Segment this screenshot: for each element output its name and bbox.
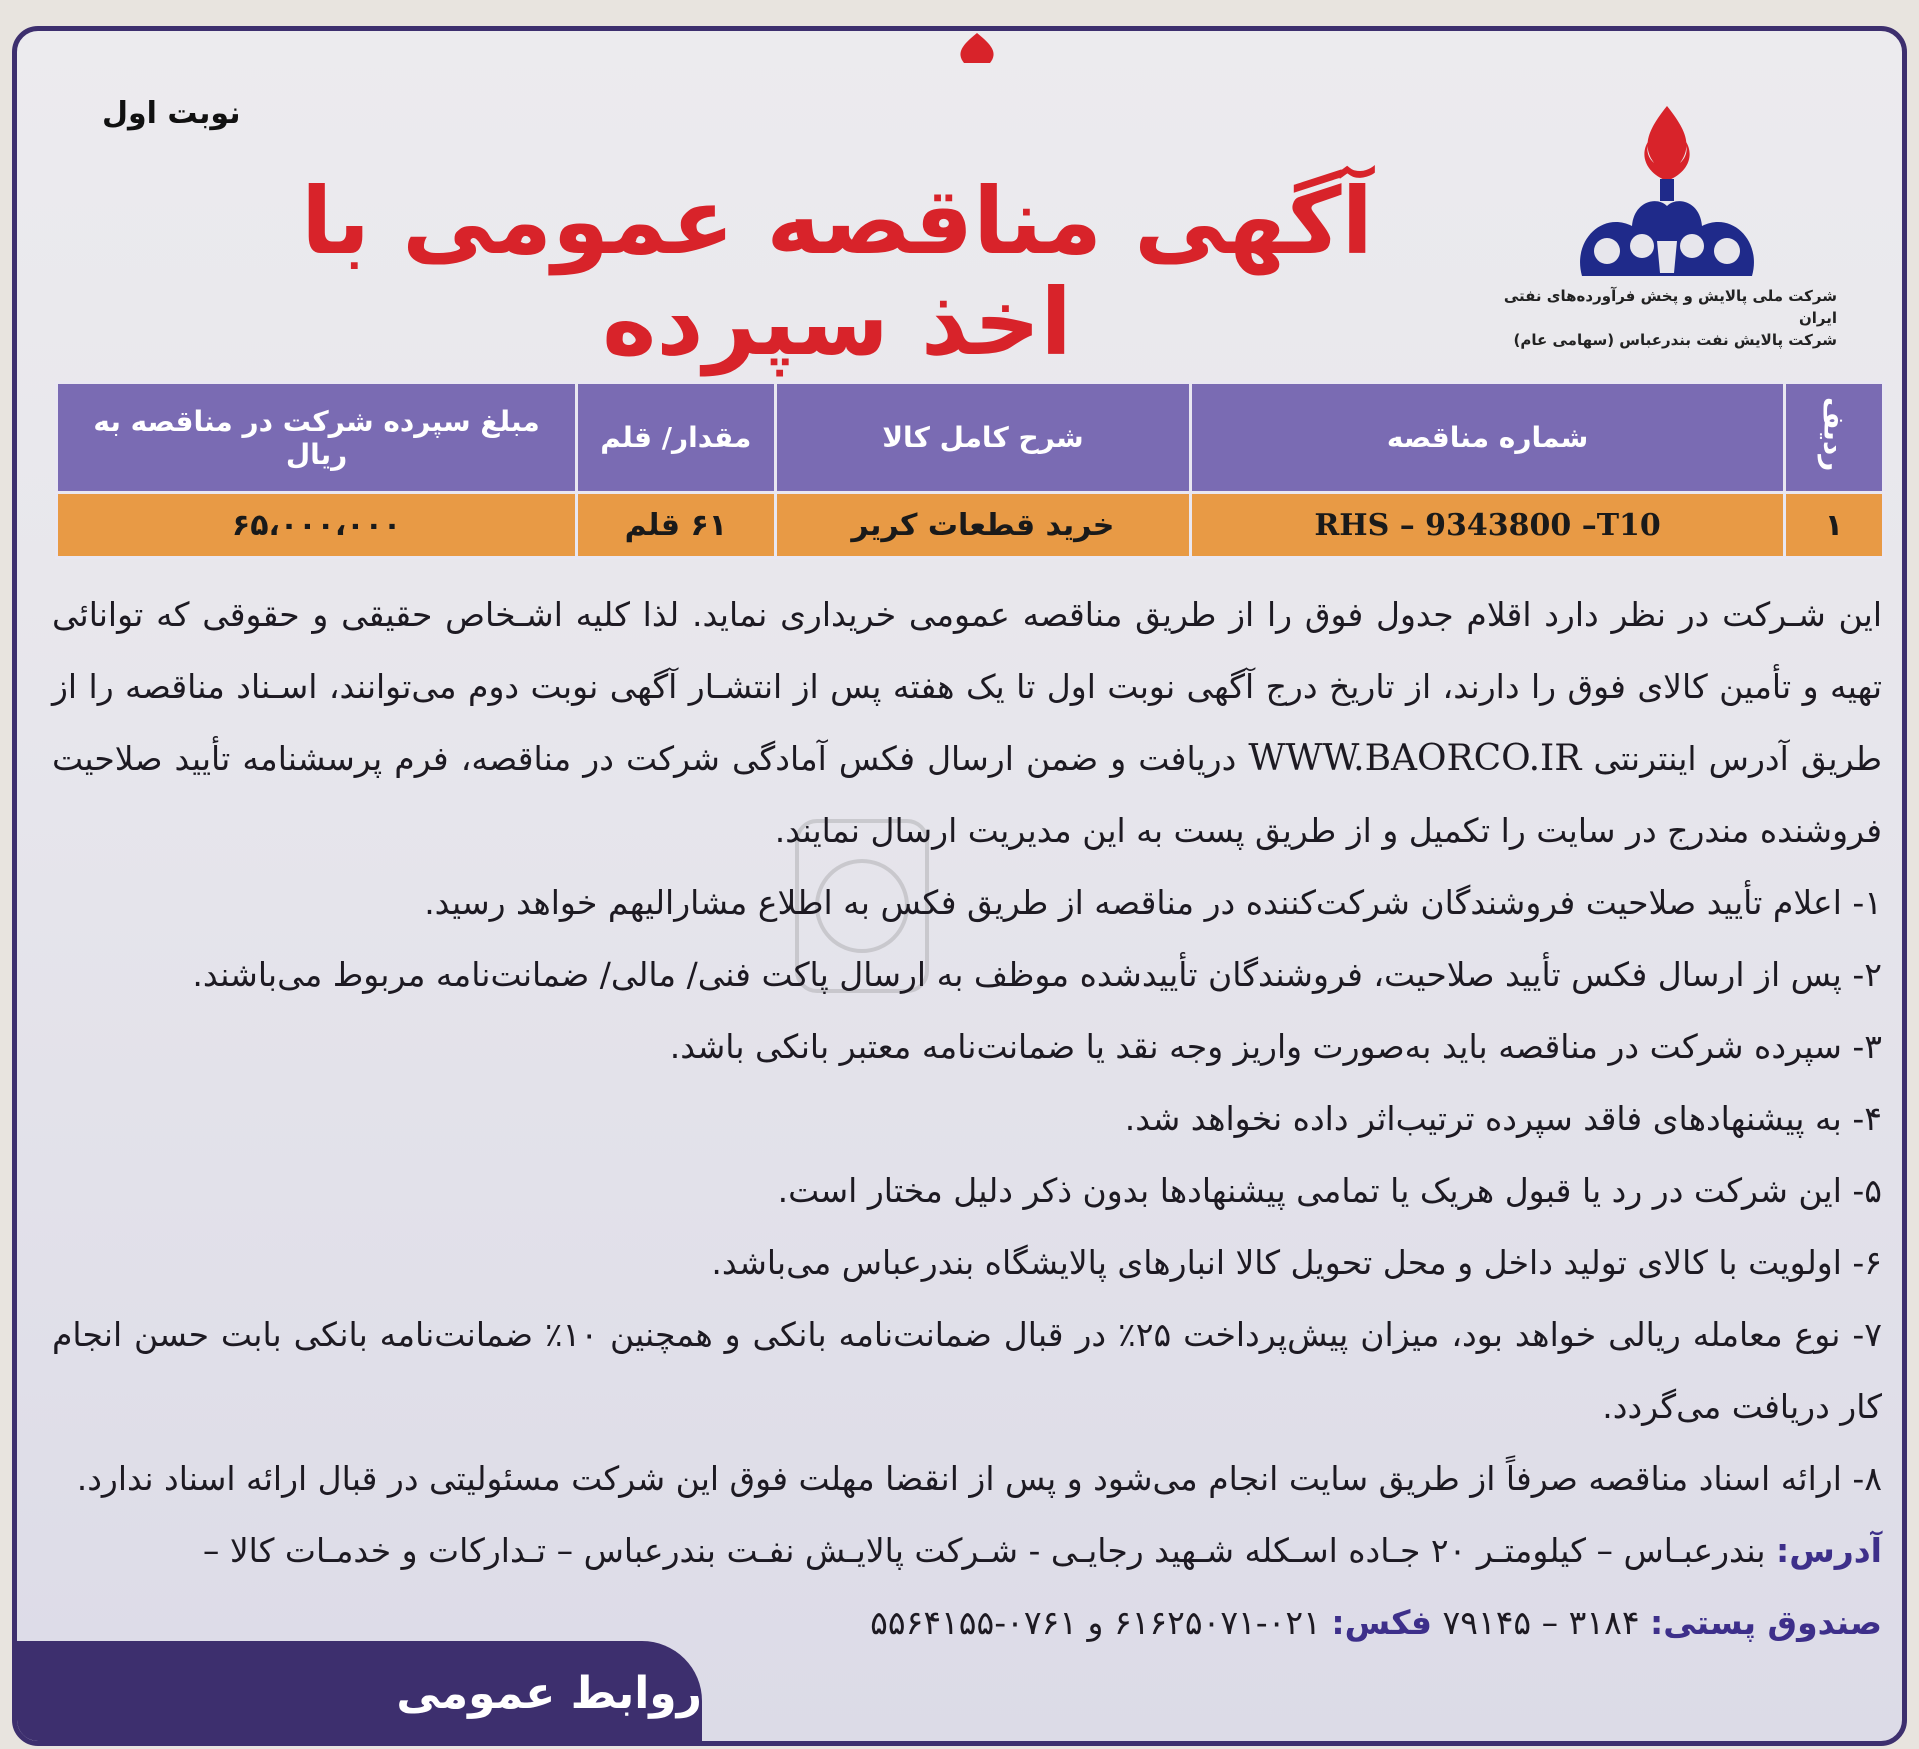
- advertisement-frame: [12, 26, 1907, 1746]
- public-relations-banner: [12, 1641, 702, 1746]
- fax-label: فکس:: [1331, 1603, 1433, 1642]
- company-names: [1477, 286, 1837, 351]
- table-header-row: [57, 383, 1884, 493]
- list-item: ۳- سپرده شرکت در مناقصه باید به‌صورت واریز وجه نقد یا ضمانت‌نامه معتبر بانکی باشد.: [669, 1027, 1882, 1066]
- fax-value: ۰۲۱-۶۱۶۲۵۰۷۱ و ۰۷۶۱-۵۵۶۴۱۵۵: [870, 1603, 1321, 1642]
- header-tender-number: شماره مناقصه: [1191, 383, 1785, 493]
- header-description: شرح کامل کالا: [775, 383, 1191, 493]
- cell-description: خرید قطعات کریر: [775, 493, 1191, 558]
- address-label: آدرس:: [1776, 1531, 1882, 1570]
- pobox-label: صندوق پستی:: [1650, 1603, 1882, 1642]
- list-item: ۶- اولویت با کالای تولید داخل و محل تحویل کالا انبارهای پالایشگاه بندرعباس می‌باشد.: [711, 1243, 1882, 1282]
- cell-quantity: ۶۱ قلم: [577, 493, 776, 558]
- address-paragraph: [52, 1515, 1882, 1587]
- cell-deposit: ۶۵،۰۰۰،۰۰۰: [57, 493, 577, 558]
- header-quantity: مقدار/ قلم: [577, 383, 776, 493]
- list-item: ۸- ارائه اسناد مناقصه صرفاً از طریق سایت انجام می‌شود و پس از انقضا مهلت فوق این شرکت مسئولیتی در قبال ارائه اسناد ندارد.: [76, 1459, 1882, 1498]
- website-link[interactable]: WWW.BAORCO.IR: [1248, 738, 1582, 779]
- intro-text-2: دریافت و ضمن ارسال فکس آمادگی شرکت در مناقصه، فرم پرسشنامه تأیید صلاحیت فروشنده مندرج در سایت را تکمیل و از طریق پست به این مدیریت ارسال نمایند.: [52, 739, 1882, 850]
- nioc-logo-icon: [1562, 101, 1772, 291]
- list-item: ۲- پس از ارسال فکس تأیید صلاحیت، فروشندگان تأییدشده موظف به ارسال پاکت فنی/ مالی/ ضمانت‌نامه مربوط می‌باشند.: [192, 955, 1882, 994]
- top-flame-icon: [942, 31, 1012, 65]
- list-item: ۴- به پیشنهادهای فاقد سپرده ترتیب‌اثر داده نخواهد شد.: [1124, 1099, 1882, 1138]
- header-deposit: مبلغ سپرده شرکت در مناقصه به ریال: [57, 383, 577, 493]
- list-item: ۷- نوع معامله ریالی خواهد بود، میزان پیش‌پرداخت ۲۵٪ در قبال ضمانت‌نامه بانکی و همچنین ۱۰٪ ضمانت‌نامه بانکی بابت حسن انجام کار دریافت می‌گردد.: [52, 1315, 1882, 1426]
- company-line-1: شرکت ملی پالایش و پخش فرآورده‌های نفتی ایران: [1503, 287, 1837, 327]
- address-text: بندرعبـاس – کیلومتـر ۲۰ جـاده اسـکله شـهید رجایـی - شـرکت پالایـش نفـت بندرعباس – تـدارکات و خدمـات کالا –: [202, 1531, 1766, 1570]
- cell-row-number: ۱: [1784, 493, 1883, 558]
- company-line-2: شرکت پالایش نفت بندرعباس (سهامی عام): [1513, 330, 1837, 349]
- edition-label: نوبت اول: [102, 96, 241, 131]
- announcement-body: [52, 579, 1882, 1659]
- cell-tender-number: RHS – 9343800 –T10: [1191, 493, 1785, 558]
- list-item: ۵- این شرکت در رد یا قبول هریک یا تمامی پیشنهادها بدون ذکر دلیل مختار است.: [777, 1171, 1882, 1210]
- list-item: ۱- اعلام تأیید صلاحیت فروشندگان شرکت‌کننده در مناقصه از طریق فکس به اطلاع مشارالیهم خواهد رسید.: [424, 883, 1882, 922]
- tender-table: [55, 381, 1885, 559]
- page-title: آگهی مناقصه عمومی با اخذ سپرده: [300, 168, 1373, 377]
- pobox-value: ۳۱۸۴ – ۷۹۱۴۵: [1442, 1603, 1640, 1642]
- intro-text-1: این شـرکت در نظر دارد اقلام جدول فوق را از طریق مناقصه عمومی خریداری نماید. لذا کلیه اشـخاص حقیقی و حقوقی که توانائی تهیه و تأمین کالای فوق را دارند، از تاریخ درج آگهی نوبت اول تا یک هفته پس از انتشـار آگهی نوبت دوم می‌توانند، اسـناد مناقصه را از طریق آدرس اینترنتی: [52, 595, 1882, 778]
- footer-label: روابط عمومی: [396, 1668, 702, 1719]
- table-row: [57, 493, 1884, 558]
- header-row-number: ردیف: [1784, 383, 1883, 493]
- intro-paragraph: [52, 579, 1882, 867]
